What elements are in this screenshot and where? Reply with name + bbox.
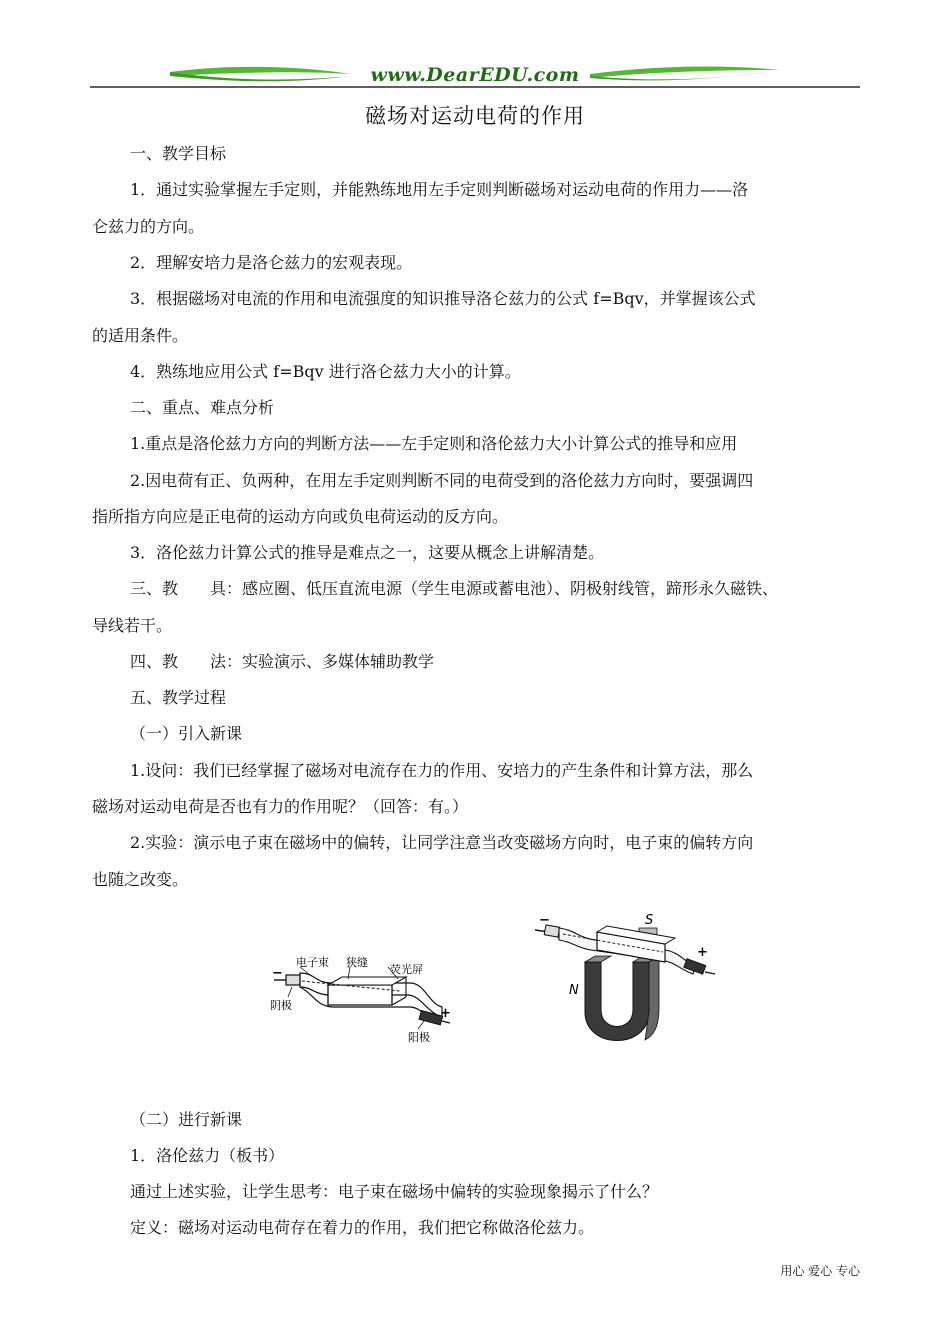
goal-2: 2．理解安培力是洛仑兹力的宏观表现。 [130,253,413,272]
label-north-pole: N [569,983,579,998]
goal-1-line-1: 1．通过实验掌握左手定则，并能熟练地用左手定则判断磁场对运动电荷的作用力——洛 [130,180,749,199]
page-footer: 用心 爱心 专心 [780,1264,860,1278]
key-point-2-line-2: 指所指方向应是正电荷的运动方向或负电荷运动的反方向。 [92,507,509,526]
cathode-ray-tube-diagram [270,955,460,1045]
section-heading-objectives: 一、教学目标 [130,144,227,163]
site-url-prefix: www.Dear [370,64,480,86]
site-header [90,62,860,92]
section-heading-key-points: 二、重点、难点分析 [130,398,275,417]
goal-1-line-2: 仑兹力的方向。 [92,217,205,236]
lorentz-force-heading: 1．洛伦兹力（板书） [130,1146,285,1165]
label-electron-beam: 电子束 [296,956,329,969]
label-minus-terminal: − [272,966,283,981]
site-url-suffix: EDU.com [479,64,580,86]
label-minus-terminal: − [539,913,550,928]
question-1-line-2: 磁场对运动电荷是否也有力的作用呢？（回答：有。） [92,797,469,816]
section-heading-equipment-line-2: 导线若干。 [92,616,173,635]
label-slit: 狭缝 [346,956,368,969]
label-south-pole: S [645,913,654,928]
key-point-1: 1.重点是洛伦兹力方向的判断方法——左手定则和洛伦兹力大小计算公式的推导和应用 [130,434,738,453]
subsection-introduction: （一）引入新课 [130,724,243,743]
label-cathode: 阴极 [270,999,292,1012]
magnet-deflection-diagram [535,910,720,1060]
definition-line: 定义：磁场对运动电荷存在着力的作用，我们把它称做洛伦兹力。 [130,1218,595,1237]
key-point-3: 3．洛伦兹力计算公式的推导是难点之一，这要从概念上讲解清楚。 [130,543,605,562]
label-plus-terminal: + [440,1006,451,1021]
tube-shape [535,925,715,974]
label-fluorescent-screen: 荧光屏 [390,963,423,976]
site-url[interactable] [90,64,860,86]
question-1-line-1: 1.设问：我们已经掌握了磁场对电流存在力的作用、安培力的产生条件和计算方法，那么 [130,761,754,780]
subsection-new-lesson: （二）进行新课 [130,1110,243,1129]
goal-4: 4．熟练地应用公式 f=Bqv 进行洛仑兹力大小的计算。 [130,362,521,381]
document-title: 磁场对运动电荷的作用 [365,104,585,128]
discussion-prompt: 通过上述实验，让学生思考：电子束在磁场中偏转的实验现象揭示了什么？ [130,1182,659,1201]
section-heading-method: 四、教 法：实验演示、多媒体辅助教学 [130,652,435,671]
experiment-line-2: 也随之改变。 [92,870,189,889]
label-plus-terminal: + [697,945,708,960]
goal-3-line-1: 3．根据磁场对电流的作用和电流强度的知识推导洛仑兹力的公式 f=Bqv，并掌握该公式 [130,289,756,308]
key-point-2-line-1: 2.因电荷有正、负两种，在用左手定则判断不同的电荷受到的洛伦兹力方向时，要强调四 [130,471,754,490]
section-heading-equipment-line-1: 三、教 具：感应圈、低压直流电源（学生电源或蓄电池）、阴极射线管，蹄形永久磁铁、 [130,579,779,598]
section-heading-process: 五、教学过程 [130,688,227,707]
goal-3-line-2: 的适用条件。 [92,326,189,345]
label-anode: 阳极 [408,1031,430,1044]
experiment-line-1: 2.实验：演示电子束在磁场中的偏转，让同学注意当改变磁场方向时，电子束的偏转方向 [130,833,754,852]
tube-body-shape [274,967,450,1029]
